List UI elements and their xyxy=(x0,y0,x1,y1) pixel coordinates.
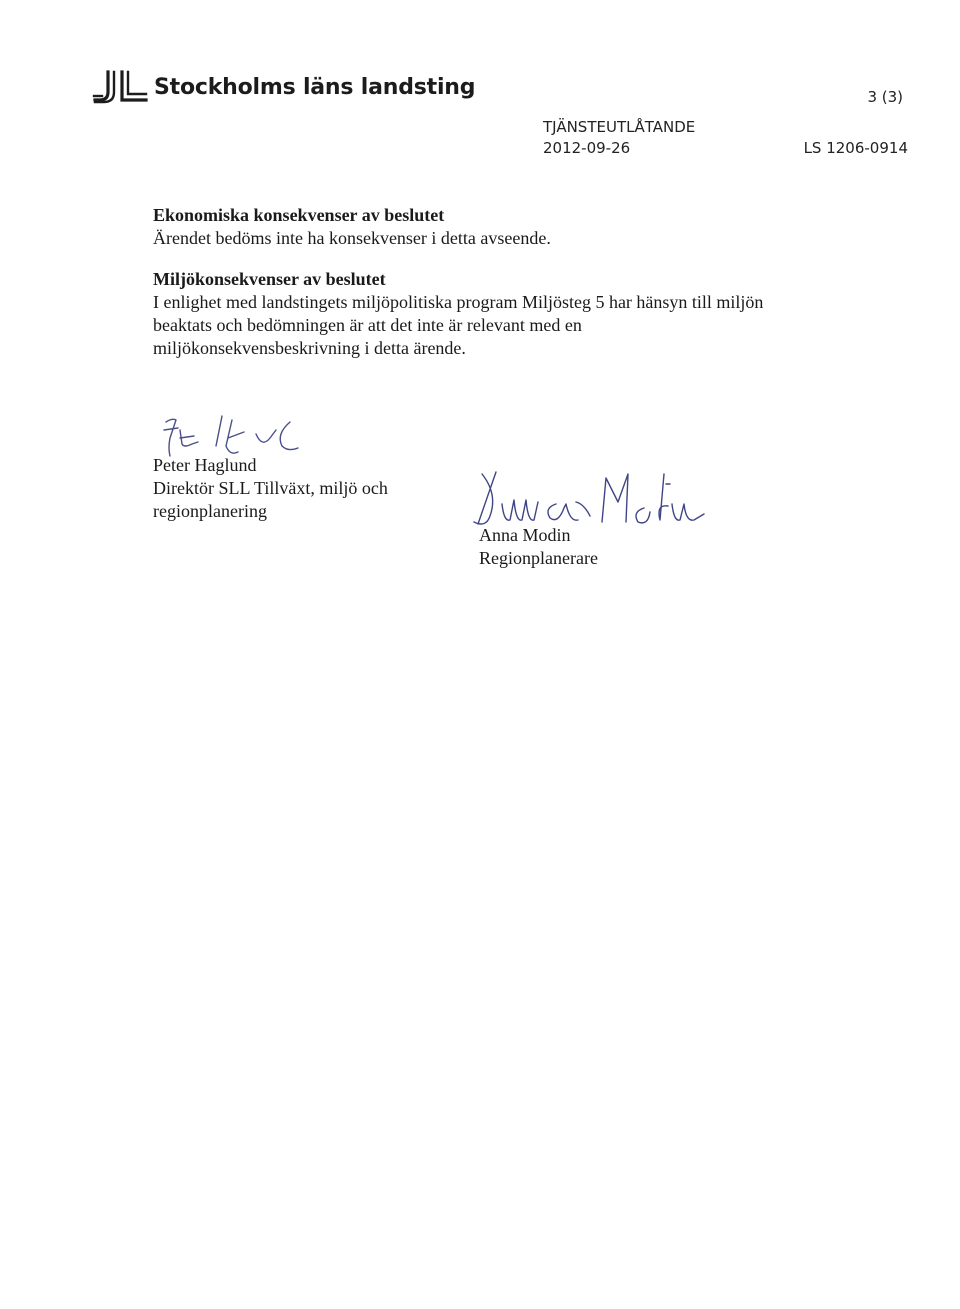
sll-logo-icon xyxy=(92,70,150,104)
signer-anna-modin xyxy=(479,524,739,570)
signer-name: Anna Modin xyxy=(479,525,571,545)
document-reference: LS 1206-0914 xyxy=(803,139,908,157)
signer-title: Regionplanerare xyxy=(479,548,598,568)
page-number: 3 (3) xyxy=(867,88,903,106)
signer-peter-haglund xyxy=(153,454,433,523)
signer-title: Direktör SLL Tillväxt, miljö och regionplanering xyxy=(153,478,388,521)
signer-name: Peter Haglund xyxy=(153,455,257,475)
document-type: TJÄNSTEUTLÅTANDE xyxy=(543,118,696,136)
section-text: Ärendet bedöms inte ha konsekvenser i detta avseende. xyxy=(153,228,551,248)
section-economic-consequences xyxy=(153,204,773,250)
section-environmental-consequences xyxy=(153,268,773,360)
organization-name: Stockholms läns landsting xyxy=(154,74,476,100)
organization-logo xyxy=(92,70,475,104)
document-date: 2012-09-26 xyxy=(543,139,631,157)
handwritten-signature-anna-modin xyxy=(458,464,728,532)
section-heading: Ekonomiska konsekvenser av beslutet xyxy=(153,205,445,225)
document-body xyxy=(153,204,773,360)
section-text: I enlighet med landstingets miljöpolitiska program Miljösteg 5 har hänsyn till miljön beaktats och bedömningen är att det inte är relevant med en miljökonsekvensbeskrivning i detta ärende. xyxy=(153,292,764,358)
section-heading: Miljökonsekvenser av beslutet xyxy=(153,269,386,289)
